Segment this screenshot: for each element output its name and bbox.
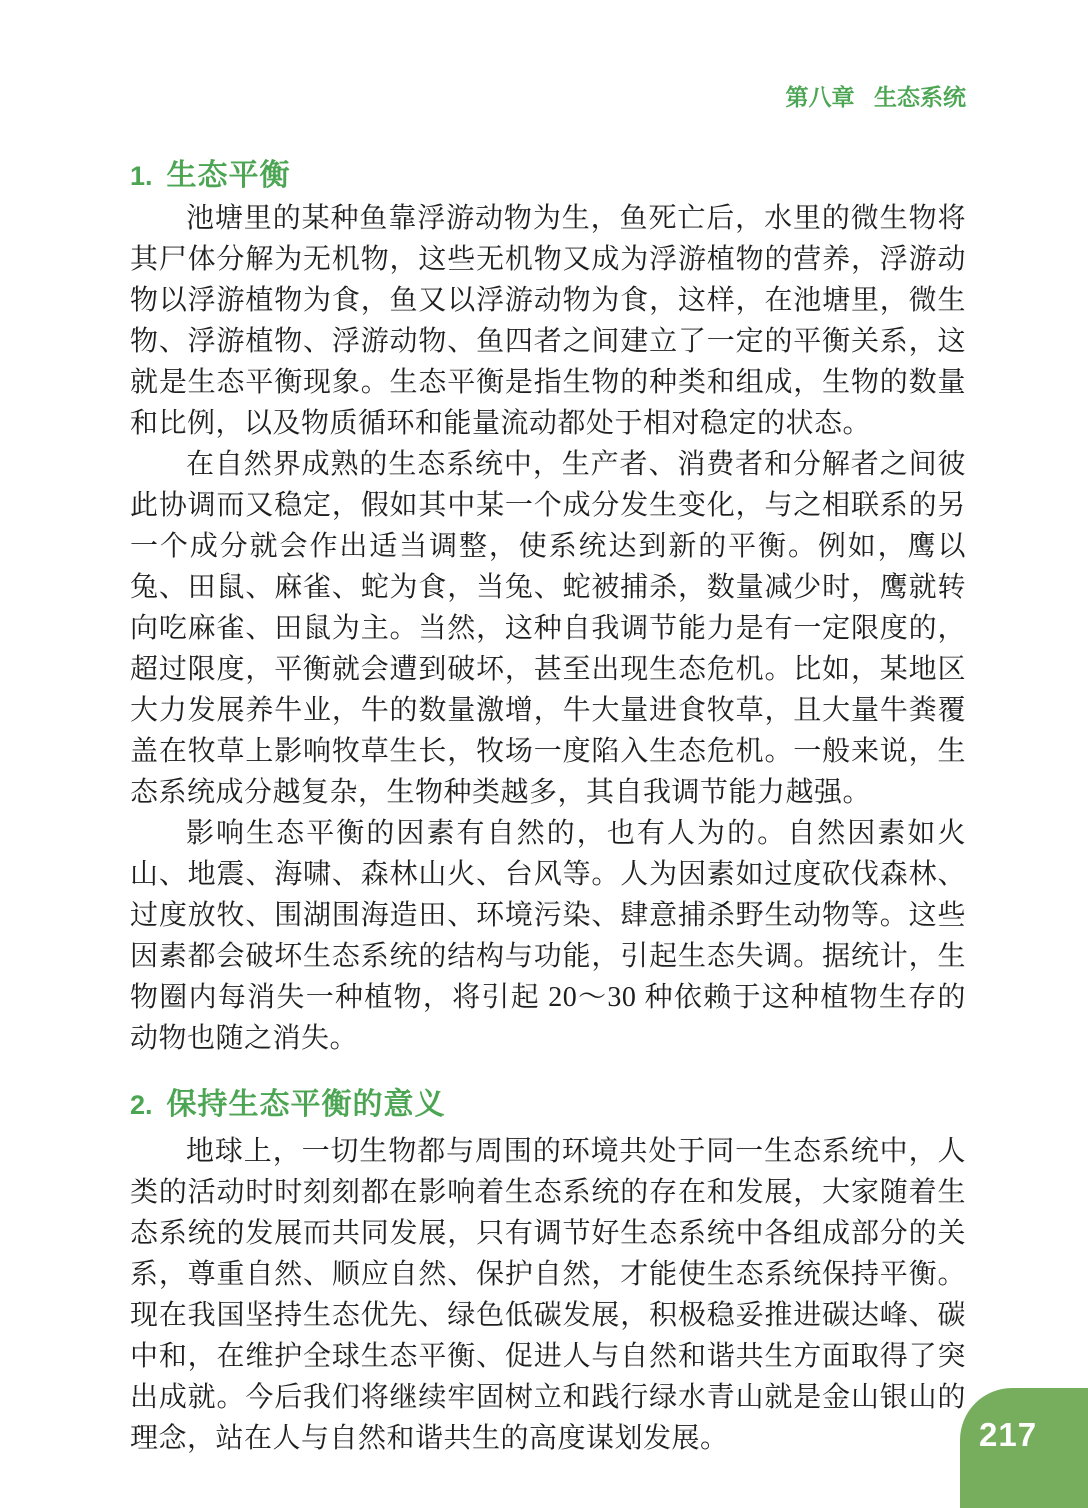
section-1-number: 1. xyxy=(130,161,153,191)
section-heading-2 xyxy=(130,1087,966,1123)
section-2-number: 2. xyxy=(130,1090,153,1120)
section-2-title: 保持生态平衡的意义 xyxy=(166,1088,446,1121)
paragraph-2-1: 地球上，一切生物都与周围的环境共处于同一生态系统中，人类的活动时时刻刻都在影响着生态系统的存在和发展，大家随着生态系统的发展而共同发展，只有调节好生态系统中各组成部分的关系，尊重自然、顺应自然、保护自然，才能使生态系统保持平衡。现在我国坚持生态优先、绿色低碳发展，积极稳妥推进碳达峰、碳中和，在维护全球生态平衡、促进人与自然和谐共生方面取得了突出成就。今后我们将继续牢固树立和践行绿水青山就是金山银山的理念，站在人与自然和谐共生的高度谋划发展。 xyxy=(130,1136,966,1454)
chapter-title: 生态系统 xyxy=(874,84,966,110)
paragraph-1-3: 影响生态平衡的因素有自然的，也有人为的。自然因素如火山、地震、海啸、森林山火、台风等。人为因素如过度砍伐森林、过度放牧、围湖围海造田、环境污染、肆意捕杀野生动物等。这些因素都会破坏生态系统的结构与功能，引起生态失调。据统计，生物圈内每消失一种植物，将引起 20～30 种依赖于这种植物生存的动物也随之消失。 xyxy=(130,818,966,1054)
page-number: 217 xyxy=(979,1416,1038,1453)
chapter-header xyxy=(130,0,966,110)
paragraph-1-1: 池塘里的某种鱼靠浮游动物为生，鱼死亡后，水里的微生物将其尸体分解为无机物，这些无机物又成为浮游植物的营养，浮游动物以浮游植物为食，鱼又以浮游动物为食，这样，在池塘里，微生物、浮游植物、浮游动物、鱼四者之间建立了一定的平衡关系，这就是生态平衡现象。生态平衡是指生物的种类和组成，生物的数量和比例，以及物质循环和能量流动都处于相对稳定的状态。 xyxy=(130,203,966,439)
chapter-label: 第八章 xyxy=(785,84,855,110)
paragraph-1-2: 在自然界成熟的生态系统中，生产者、消费者和分解者之间彼此协调而又稳定，假如其中某一个成分发生变化，与之相联系的另一个成分就会作出适当调整，使系统达到新的平衡。例如，鹰以兔、田鼠、麻雀、蛇为食，当兔、蛇被捕杀，数量减少时，鹰就转向吃麻雀、田鼠为主。当然，这种自我调节能力是有一定限度的，超过限度，平衡就会遭到破坏，甚至出现生态危机。比如，某地区大力发展养牛业，牛的数量激增，牛大量进食牧草，且大量牛粪覆盖在牧草上影响牧草生长，牧场一度陷入生态危机。一般来说，生态系统成分越复杂，生物种类越多，其自我调节能力越强。 xyxy=(130,449,966,808)
section-heading-1 xyxy=(130,158,966,194)
page-number-badge xyxy=(960,1388,1088,1508)
section-1-title: 生态平衡 xyxy=(166,159,291,192)
